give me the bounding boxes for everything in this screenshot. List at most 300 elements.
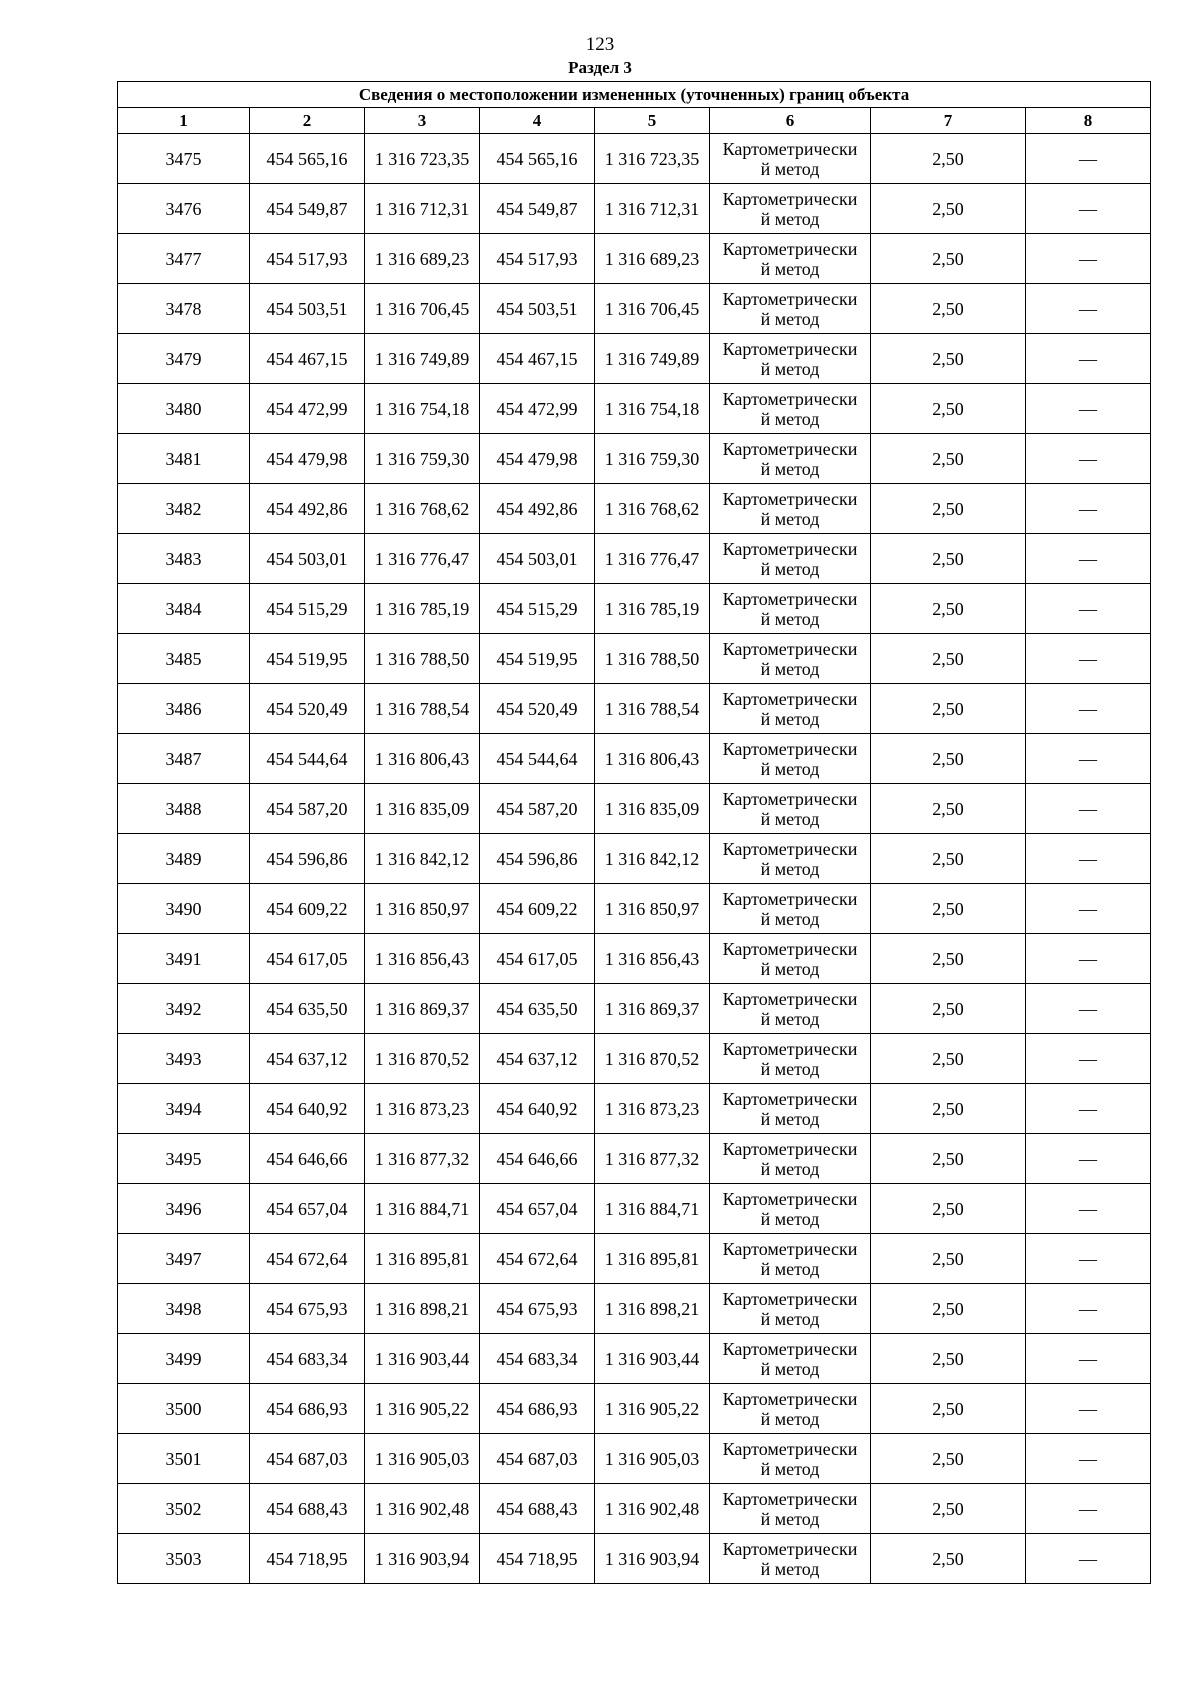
point-number-cell: 3482 (118, 484, 250, 534)
y-new-cell: 1 316 870,52 (595, 1034, 710, 1084)
method-text: Картометрически (722, 538, 858, 559)
point-number-cell: 3498 (118, 1284, 250, 1334)
y-new-cell: 1 316 873,23 (595, 1084, 710, 1134)
method-text: й метод (760, 1258, 820, 1279)
x-old-cell: 454 479,98 (250, 434, 365, 484)
column-number: 5 (595, 108, 710, 134)
table-row (118, 784, 1151, 834)
table-row (118, 184, 1151, 234)
x-old-cell: 454 587,20 (250, 784, 365, 834)
point-number-cell: 3485 (118, 634, 250, 684)
y-new-cell: 1 316 759,30 (595, 434, 710, 484)
column-number: 6 (710, 108, 871, 134)
method-cell (710, 834, 871, 884)
x-old-cell: 454 517,93 (250, 234, 365, 284)
x-old-cell: 454 718,95 (250, 1534, 365, 1584)
method-cell (710, 1534, 871, 1584)
table-body (118, 134, 1151, 1584)
point-number-cell: 3500 (118, 1384, 250, 1434)
point-number-cell: 3497 (118, 1234, 250, 1284)
method-text: Картометрически (722, 988, 858, 1009)
boundary-coordinates-table (117, 81, 1151, 1584)
method-text: й метод (760, 308, 820, 329)
table-row (118, 534, 1151, 584)
method-text: й метод (760, 1458, 820, 1479)
point-number-cell: 3484 (118, 584, 250, 634)
method-cell (710, 634, 871, 684)
point-number-cell: 3501 (118, 1434, 250, 1484)
y-old-cell: 1 316 835,09 (365, 784, 480, 834)
point-number-cell: 3502 (118, 1484, 250, 1534)
y-new-cell: 1 316 905,22 (595, 1384, 710, 1434)
y-new-cell: 1 316 776,47 (595, 534, 710, 584)
method-cell (710, 1184, 871, 1234)
method-cell (710, 184, 871, 234)
method-text: Картометрически (722, 1088, 858, 1109)
table-row (118, 1334, 1151, 1384)
method-cell (710, 884, 871, 934)
y-old-cell: 1 316 870,52 (365, 1034, 480, 1084)
table-row (118, 334, 1151, 384)
y-old-cell: 1 316 689,23 (365, 234, 480, 284)
y-old-cell: 1 316 806,43 (365, 734, 480, 784)
y-old-cell: 1 316 850,97 (365, 884, 480, 934)
accuracy-cell: 2,50 (871, 1034, 1026, 1084)
description-cell: — (1026, 1234, 1151, 1284)
method-text: й метод (760, 1508, 820, 1529)
x-new-cell: 454 686,93 (480, 1384, 595, 1434)
x-old-cell: 454 549,87 (250, 184, 365, 234)
x-old-cell: 454 596,86 (250, 834, 365, 884)
column-number: 1 (118, 108, 250, 134)
y-new-cell: 1 316 898,21 (595, 1284, 710, 1334)
x-new-cell: 454 646,66 (480, 1134, 595, 1184)
method-text: Картометрически (722, 188, 858, 209)
column-number: 7 (871, 108, 1026, 134)
method-text: Картометрически (722, 938, 858, 959)
method-text: Картометрически (722, 638, 858, 659)
accuracy-cell: 2,50 (871, 984, 1026, 1034)
method-cell (710, 434, 871, 484)
x-new-cell: 454 672,64 (480, 1234, 595, 1284)
x-old-cell: 454 675,93 (250, 1284, 365, 1334)
x-old-cell: 454 688,43 (250, 1484, 365, 1534)
x-old-cell: 454 637,12 (250, 1034, 365, 1084)
method-cell (710, 934, 871, 984)
x-new-cell: 454 688,43 (480, 1484, 595, 1534)
accuracy-cell: 2,50 (871, 334, 1026, 384)
accuracy-cell: 2,50 (871, 934, 1026, 984)
x-old-cell: 454 565,16 (250, 134, 365, 184)
method-text: Картометрически (722, 1038, 858, 1059)
method-text: Картометрически (722, 1288, 858, 1309)
point-number-cell: 3490 (118, 884, 250, 934)
method-cell (710, 584, 871, 634)
y-old-cell: 1 316 903,44 (365, 1334, 480, 1384)
x-new-cell: 454 617,05 (480, 934, 595, 984)
x-new-cell: 454 517,93 (480, 234, 595, 284)
method-text: й метод (760, 1308, 820, 1329)
y-new-cell: 1 316 768,62 (595, 484, 710, 534)
point-number-cell: 3483 (118, 534, 250, 584)
method-text: Картометрически (722, 688, 858, 709)
x-old-cell: 454 640,92 (250, 1084, 365, 1134)
y-old-cell: 1 316 749,89 (365, 334, 480, 384)
table-row (118, 584, 1151, 634)
point-number-cell: 3489 (118, 834, 250, 884)
description-cell: — (1026, 634, 1151, 684)
y-new-cell: 1 316 706,45 (595, 284, 710, 334)
table-row (118, 1084, 1151, 1134)
table-row (118, 884, 1151, 934)
x-old-cell: 454 646,66 (250, 1134, 365, 1184)
description-cell: — (1026, 1434, 1151, 1484)
table-row (118, 1534, 1151, 1584)
x-new-cell: 454 609,22 (480, 884, 595, 934)
y-new-cell: 1 316 903,44 (595, 1334, 710, 1384)
method-text: Картометрически (722, 888, 858, 909)
point-number-cell: 3503 (118, 1534, 250, 1584)
method-cell (710, 234, 871, 284)
y-new-cell: 1 316 869,37 (595, 984, 710, 1034)
x-new-cell: 454 479,98 (480, 434, 595, 484)
method-text: й метод (760, 958, 820, 979)
y-new-cell: 1 316 850,97 (595, 884, 710, 934)
x-new-cell: 454 596,86 (480, 834, 595, 884)
description-cell: — (1026, 1034, 1151, 1084)
description-cell: — (1026, 684, 1151, 734)
table-row (118, 384, 1151, 434)
point-number-cell: 3495 (118, 1134, 250, 1184)
x-new-cell: 454 675,93 (480, 1284, 595, 1334)
accuracy-cell: 2,50 (871, 134, 1026, 184)
table-row (118, 134, 1151, 184)
accuracy-cell: 2,50 (871, 1084, 1026, 1134)
method-cell (710, 1284, 871, 1334)
y-old-cell: 1 316 884,71 (365, 1184, 480, 1234)
description-cell: — (1026, 584, 1151, 634)
x-old-cell: 454 617,05 (250, 934, 365, 984)
point-number-cell: 3480 (118, 384, 250, 434)
method-cell (710, 484, 871, 534)
method-text: й метод (760, 1408, 820, 1429)
accuracy-cell: 2,50 (871, 1184, 1026, 1234)
description-cell: — (1026, 934, 1151, 984)
x-old-cell: 454 519,95 (250, 634, 365, 684)
y-old-cell: 1 316 873,23 (365, 1084, 480, 1134)
y-old-cell: 1 316 877,32 (365, 1134, 480, 1184)
point-number-cell: 3487 (118, 734, 250, 784)
y-old-cell: 1 316 895,81 (365, 1234, 480, 1284)
y-new-cell: 1 316 785,19 (595, 584, 710, 634)
method-cell (710, 1434, 871, 1484)
method-text: Картометрически (722, 1488, 858, 1509)
y-new-cell: 1 316 788,50 (595, 634, 710, 684)
x-new-cell: 454 503,01 (480, 534, 595, 584)
column-number: 4 (480, 108, 595, 134)
table-caption: Сведения о местоположении измененных (уточненных) границ объекта (118, 82, 1151, 108)
table-row (118, 934, 1151, 984)
accuracy-cell: 2,50 (871, 834, 1026, 884)
accuracy-cell: 2,50 (871, 1334, 1026, 1384)
x-new-cell: 454 492,86 (480, 484, 595, 534)
method-text: й метод (760, 208, 820, 229)
x-old-cell: 454 672,64 (250, 1234, 365, 1284)
description-cell: — (1026, 1484, 1151, 1534)
y-new-cell: 1 316 895,81 (595, 1234, 710, 1284)
y-old-cell: 1 316 856,43 (365, 934, 480, 984)
point-number-cell: 3486 (118, 684, 250, 734)
method-text: Картометрически (722, 1538, 858, 1559)
description-cell: — (1026, 484, 1151, 534)
method-cell (710, 1034, 871, 1084)
x-new-cell: 454 549,87 (480, 184, 595, 234)
x-old-cell: 454 686,93 (250, 1384, 365, 1434)
method-text: й метод (760, 1558, 820, 1579)
point-number-cell: 3476 (118, 184, 250, 234)
point-number-cell: 3496 (118, 1184, 250, 1234)
y-old-cell: 1 316 759,30 (365, 434, 480, 484)
method-cell (710, 784, 871, 834)
y-new-cell: 1 316 903,94 (595, 1534, 710, 1584)
table-row (118, 734, 1151, 784)
method-text: й метод (760, 358, 820, 379)
x-new-cell: 454 635,50 (480, 984, 595, 1034)
method-text: Картометрически (722, 438, 858, 459)
method-text: й метод (760, 758, 820, 779)
column-number: 8 (1026, 108, 1151, 134)
point-number-cell: 3493 (118, 1034, 250, 1084)
x-old-cell: 454 515,29 (250, 584, 365, 634)
y-new-cell: 1 316 842,12 (595, 834, 710, 884)
table-row (118, 1484, 1151, 1534)
x-new-cell: 454 657,04 (480, 1184, 595, 1234)
method-text: й метод (760, 1158, 820, 1179)
method-cell (710, 984, 871, 1034)
method-text: й метод (760, 1058, 820, 1079)
method-text: й метод (760, 508, 820, 529)
method-cell (710, 334, 871, 384)
description-cell: — (1026, 1184, 1151, 1234)
method-text: Картометрически (722, 338, 858, 359)
method-cell (710, 1384, 871, 1434)
x-new-cell: 454 587,20 (480, 784, 595, 834)
description-cell: — (1026, 884, 1151, 934)
x-old-cell: 454 492,86 (250, 484, 365, 534)
y-new-cell: 1 316 902,48 (595, 1484, 710, 1534)
method-cell (710, 384, 871, 434)
point-number-cell: 3488 (118, 784, 250, 834)
y-old-cell: 1 316 776,47 (365, 534, 480, 584)
x-new-cell: 454 565,16 (480, 134, 595, 184)
y-old-cell: 1 316 754,18 (365, 384, 480, 434)
method-cell (710, 284, 871, 334)
method-text: й метод (760, 1208, 820, 1229)
method-text: Картометрически (722, 1138, 858, 1159)
accuracy-cell: 2,50 (871, 884, 1026, 934)
y-new-cell: 1 316 749,89 (595, 334, 710, 384)
y-old-cell: 1 316 842,12 (365, 834, 480, 884)
method-text: Картометрически (722, 788, 858, 809)
x-new-cell: 454 637,12 (480, 1034, 595, 1084)
method-text: Картометрически (722, 388, 858, 409)
table-row (118, 434, 1151, 484)
accuracy-cell: 2,50 (871, 184, 1026, 234)
y-old-cell: 1 316 902,48 (365, 1484, 480, 1534)
y-old-cell: 1 316 898,21 (365, 1284, 480, 1334)
point-number-cell: 3491 (118, 934, 250, 984)
point-number-cell: 3479 (118, 334, 250, 384)
method-cell (710, 1134, 871, 1184)
section-title: Раздел 3 (568, 58, 632, 77)
y-old-cell: 1 316 905,22 (365, 1384, 480, 1434)
x-new-cell: 454 544,64 (480, 734, 595, 784)
x-new-cell: 454 687,03 (480, 1434, 595, 1484)
accuracy-cell: 2,50 (871, 1234, 1026, 1284)
accuracy-cell: 2,50 (871, 784, 1026, 834)
y-old-cell: 1 316 785,19 (365, 584, 480, 634)
x-old-cell: 454 503,01 (250, 534, 365, 584)
y-old-cell: 1 316 788,54 (365, 684, 480, 734)
description-cell: — (1026, 984, 1151, 1034)
x-new-cell: 454 467,15 (480, 334, 595, 384)
method-cell (710, 1334, 871, 1384)
y-old-cell: 1 316 768,62 (365, 484, 480, 534)
table-row (118, 834, 1151, 884)
method-text: й метод (760, 658, 820, 679)
method-text: Картометрически (722, 838, 858, 859)
table-row (118, 484, 1151, 534)
x-new-cell: 454 718,95 (480, 1534, 595, 1584)
method-text: й метод (760, 558, 820, 579)
x-old-cell: 454 635,50 (250, 984, 365, 1034)
y-old-cell: 1 316 788,50 (365, 634, 480, 684)
description-cell: — (1026, 1134, 1151, 1184)
y-new-cell: 1 316 877,32 (595, 1134, 710, 1184)
method-text: Картометрически (722, 1438, 858, 1459)
method-cell (710, 1084, 871, 1134)
y-old-cell: 1 316 903,94 (365, 1534, 480, 1584)
method-cell (710, 734, 871, 784)
y-new-cell: 1 316 754,18 (595, 384, 710, 434)
y-new-cell: 1 316 905,03 (595, 1434, 710, 1484)
method-text: й метод (760, 1358, 820, 1379)
description-cell: — (1026, 334, 1151, 384)
y-old-cell: 1 316 706,45 (365, 284, 480, 334)
x-old-cell: 454 683,34 (250, 1334, 365, 1384)
accuracy-cell: 2,50 (871, 284, 1026, 334)
table-caption-row (118, 82, 1151, 108)
description-cell: — (1026, 1534, 1151, 1584)
description-cell: — (1026, 1284, 1151, 1334)
table-row (118, 1134, 1151, 1184)
table-row (118, 684, 1151, 734)
method-text: й метод (760, 908, 820, 929)
point-number-cell: 3477 (118, 234, 250, 284)
accuracy-cell: 2,50 (871, 1434, 1026, 1484)
method-text: й метод (760, 858, 820, 879)
accuracy-cell: 2,50 (871, 1484, 1026, 1534)
description-cell: — (1026, 384, 1151, 434)
description-cell: — (1026, 284, 1151, 334)
description-cell: — (1026, 1384, 1151, 1434)
method-text: Картометрически (722, 738, 858, 759)
method-text: Картометрически (722, 1238, 858, 1259)
description-cell: — (1026, 534, 1151, 584)
accuracy-cell: 2,50 (871, 584, 1026, 634)
method-text: й метод (760, 708, 820, 729)
method-text: й метод (760, 408, 820, 429)
description-cell: — (1026, 734, 1151, 784)
column-number-row (118, 108, 1151, 134)
column-number: 2 (250, 108, 365, 134)
y-new-cell: 1 316 835,09 (595, 784, 710, 834)
y-new-cell: 1 316 723,35 (595, 134, 710, 184)
table-row (118, 1434, 1151, 1484)
description-cell: — (1026, 434, 1151, 484)
x-old-cell: 454 657,04 (250, 1184, 365, 1234)
method-text: й метод (760, 808, 820, 829)
accuracy-cell: 2,50 (871, 1134, 1026, 1184)
point-number-cell: 3478 (118, 284, 250, 334)
accuracy-cell: 2,50 (871, 1384, 1026, 1434)
y-old-cell: 1 316 869,37 (365, 984, 480, 1034)
method-text: Картометрически (722, 288, 858, 309)
table-row (118, 1034, 1151, 1084)
method-text: Картометрически (722, 1388, 858, 1409)
y-new-cell: 1 316 788,54 (595, 684, 710, 734)
accuracy-cell: 2,50 (871, 1284, 1026, 1334)
y-old-cell: 1 316 712,31 (365, 184, 480, 234)
accuracy-cell: 2,50 (871, 434, 1026, 484)
point-number-cell: 3475 (118, 134, 250, 184)
x-old-cell: 454 467,15 (250, 334, 365, 384)
y-new-cell: 1 316 884,71 (595, 1184, 710, 1234)
point-number-cell: 3494 (118, 1084, 250, 1134)
accuracy-cell: 2,50 (871, 384, 1026, 434)
x-new-cell: 454 472,99 (480, 384, 595, 434)
description-cell: — (1026, 1084, 1151, 1134)
x-old-cell: 454 520,49 (250, 684, 365, 734)
x-old-cell: 454 472,99 (250, 384, 365, 434)
description-cell: — (1026, 184, 1151, 234)
method-cell (710, 534, 871, 584)
accuracy-cell: 2,50 (871, 234, 1026, 284)
y-old-cell: 1 316 723,35 (365, 134, 480, 184)
description-cell: — (1026, 134, 1151, 184)
method-text: й метод (760, 1108, 820, 1129)
accuracy-cell: 2,50 (871, 684, 1026, 734)
method-text: й метод (760, 158, 820, 179)
table-row (118, 984, 1151, 1034)
description-cell: — (1026, 234, 1151, 284)
table-row (118, 1284, 1151, 1334)
accuracy-cell: 2,50 (871, 734, 1026, 784)
x-new-cell: 454 503,51 (480, 284, 595, 334)
point-number-cell: 3499 (118, 1334, 250, 1384)
x-old-cell: 454 544,64 (250, 734, 365, 784)
y-new-cell: 1 316 856,43 (595, 934, 710, 984)
x-old-cell: 454 687,03 (250, 1434, 365, 1484)
accuracy-cell: 2,50 (871, 534, 1026, 584)
table-row (118, 284, 1151, 334)
x-new-cell: 454 640,92 (480, 1084, 595, 1134)
point-number-cell: 3481 (118, 434, 250, 484)
column-number: 3 (365, 108, 480, 134)
method-text: й метод (760, 458, 820, 479)
description-cell: — (1026, 1334, 1151, 1384)
y-new-cell: 1 316 712,31 (595, 184, 710, 234)
